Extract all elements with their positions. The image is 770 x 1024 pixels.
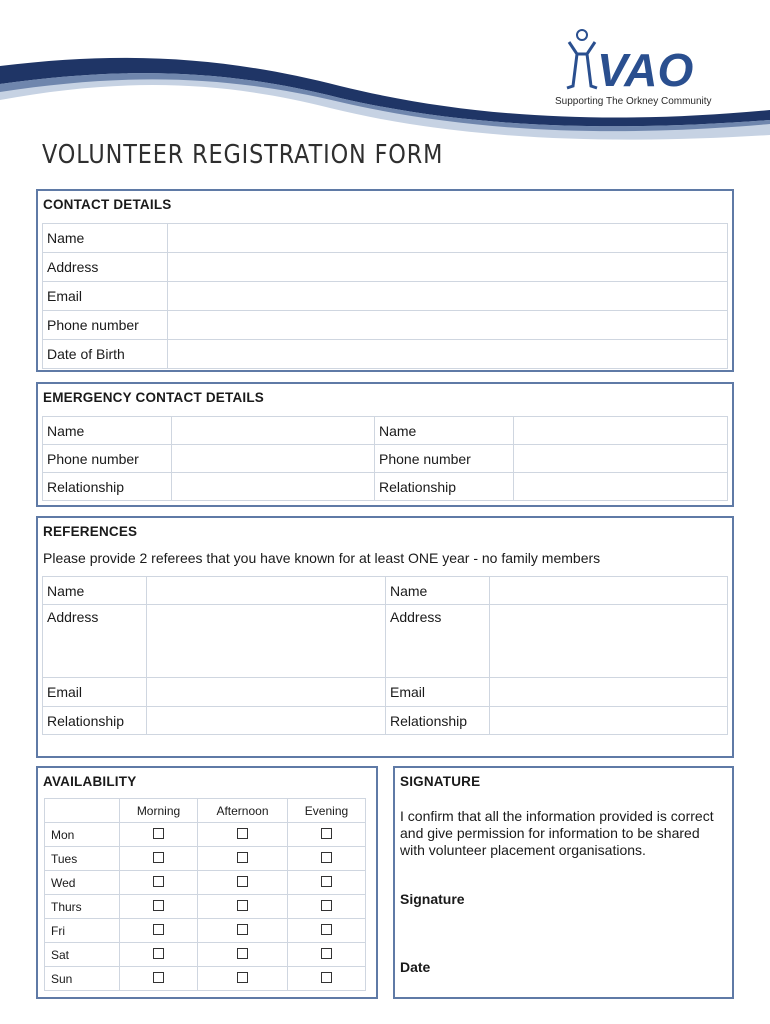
signature-panel [393, 766, 734, 999]
tues-morning-checkbox[interactable] [153, 852, 164, 863]
sat-evening-checkbox[interactable] [321, 948, 332, 959]
sun-evening-checkbox[interactable] [321, 972, 332, 983]
field-label: Name [43, 417, 172, 445]
day-label: Thurs [45, 895, 120, 919]
field-label: Relationship [375, 473, 514, 501]
ref1-address-input[interactable] [147, 605, 386, 678]
logo-tagline: Supporting The Orkney Community [555, 96, 712, 107]
field-label: Address [43, 253, 168, 282]
references-title: REFERENCES [43, 524, 138, 539]
field-label: Relationship [43, 707, 147, 735]
field-label: Relationship [386, 707, 490, 735]
ec2-relationship-input[interactable] [514, 473, 728, 501]
column-header: Evening [287, 799, 365, 823]
field-label: Email [386, 678, 490, 707]
thurs-evening-checkbox[interactable] [321, 900, 332, 911]
references-table [42, 576, 728, 735]
contact-details-table [42, 223, 728, 369]
mon-afternoon-checkbox[interactable] [237, 828, 248, 839]
availability-table [44, 798, 366, 991]
fri-evening-checkbox[interactable] [321, 924, 332, 935]
ref2-address-input[interactable] [490, 605, 728, 678]
contact-details-title: CONTACT DETAILS [43, 197, 172, 212]
field-label: Phone number [43, 445, 172, 473]
signature-field[interactable] [400, 910, 725, 950]
field-label: Name [43, 577, 147, 605]
sat-morning-checkbox[interactable] [153, 948, 164, 959]
thurs-morning-checkbox[interactable] [153, 900, 164, 911]
emergency-contact-table [42, 416, 728, 501]
ref1-email-input[interactable] [147, 678, 386, 707]
ec1-name-input[interactable] [172, 417, 375, 445]
day-label: Sun [45, 967, 120, 991]
wed-afternoon-checkbox[interactable] [237, 876, 248, 887]
field-label: Email [43, 678, 147, 707]
field-label: Phone number [375, 445, 514, 473]
column-header: Afternoon [197, 799, 287, 823]
wed-morning-checkbox[interactable] [153, 876, 164, 887]
consent-statement: I confirm that all the information provided is correct and give permission for information to be shared with volunteer placement organisations. [400, 808, 714, 858]
availability-title: AVAILABILITY [43, 774, 137, 789]
references-panel [36, 516, 734, 758]
contact-details-panel [36, 189, 734, 372]
date-field[interactable] [445, 956, 725, 980]
day-label: Mon [45, 823, 120, 847]
dob-input[interactable] [168, 340, 728, 369]
field-label: Phone number [43, 311, 168, 340]
sat-afternoon-checkbox[interactable] [237, 948, 248, 959]
form-title: VOLUNTEER REGISTRATION FORM [42, 140, 444, 170]
fri-afternoon-checkbox[interactable] [237, 924, 248, 935]
signature-label: Signature [400, 891, 465, 907]
sun-morning-checkbox[interactable] [153, 972, 164, 983]
phone-input[interactable] [168, 311, 728, 340]
field-label: Email [43, 282, 168, 311]
field-label: Name [386, 577, 490, 605]
day-label: Wed [45, 871, 120, 895]
wed-evening-checkbox[interactable] [321, 876, 332, 887]
field-label: Address [43, 605, 147, 678]
fri-morning-checkbox[interactable] [153, 924, 164, 935]
ec2-name-input[interactable] [514, 417, 728, 445]
signature-title: SIGNATURE [400, 774, 481, 789]
ref1-relationship-input[interactable] [147, 707, 386, 735]
day-label: Fri [45, 919, 120, 943]
thurs-afternoon-checkbox[interactable] [237, 900, 248, 911]
emergency-contact-title: EMERGENCY CONTACT DETAILS [43, 390, 265, 405]
column-header: Morning [120, 799, 198, 823]
availability-panel [36, 766, 378, 999]
date-label: Date [400, 959, 431, 975]
ec2-phone-input[interactable] [514, 445, 728, 473]
field-label: Relationship [43, 473, 172, 501]
name-input[interactable] [168, 224, 728, 253]
ref2-relationship-input[interactable] [490, 707, 728, 735]
ref2-name-input[interactable] [490, 577, 728, 605]
field-label: Date of Birth [43, 340, 168, 369]
ref1-name-input[interactable] [147, 577, 386, 605]
mon-evening-checkbox[interactable] [321, 828, 332, 839]
field-label: Address [386, 605, 490, 678]
email-input[interactable] [168, 282, 728, 311]
sun-afternoon-checkbox[interactable] [237, 972, 248, 983]
day-label: Tues [45, 847, 120, 871]
ec1-phone-input[interactable] [172, 445, 375, 473]
field-label: Name [375, 417, 514, 445]
ref2-email-input[interactable] [490, 678, 728, 707]
tues-afternoon-checkbox[interactable] [237, 852, 248, 863]
tues-evening-checkbox[interactable] [321, 852, 332, 863]
references-note: Please provide 2 referees that you have known for at least ONE year - no family members [43, 550, 601, 566]
svg-text:VAO: VAO [597, 44, 694, 96]
address-input[interactable] [168, 253, 728, 282]
day-label: Sat [45, 943, 120, 967]
corner-cell [45, 799, 120, 823]
emergency-contact-panel [36, 382, 734, 507]
ec1-relationship-input[interactable] [172, 473, 375, 501]
field-label: Name [43, 224, 168, 253]
mon-morning-checkbox[interactable] [153, 828, 164, 839]
